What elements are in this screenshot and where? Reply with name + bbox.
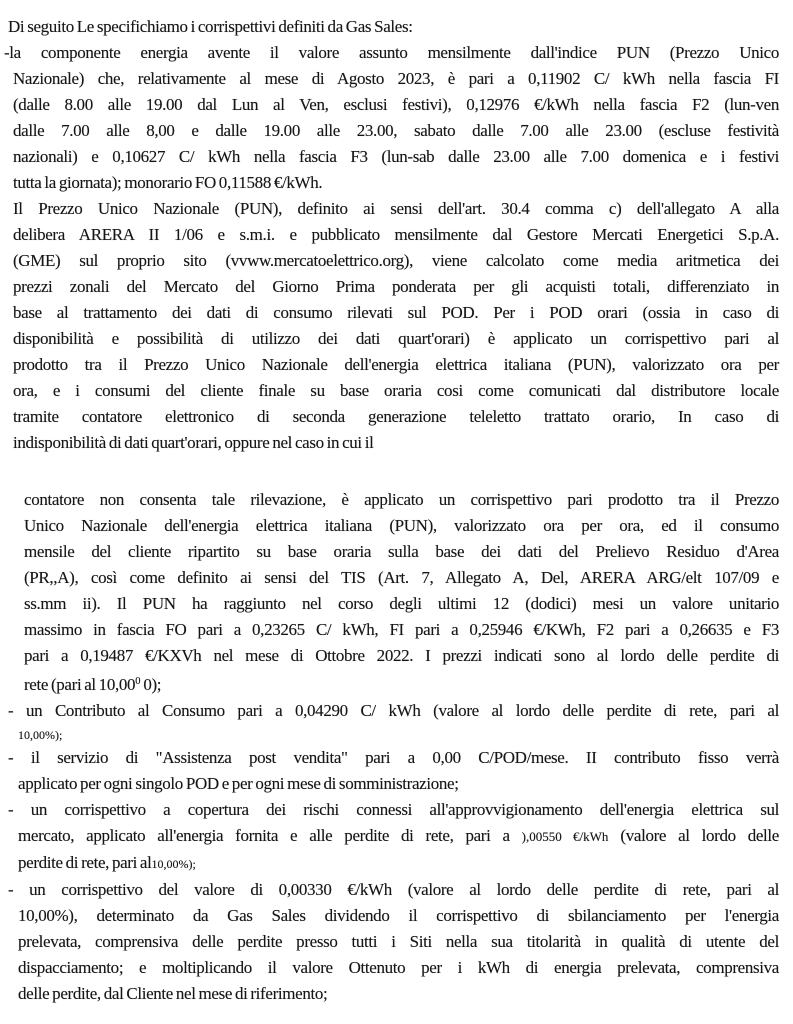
text-segment: delle perdite, dal Cliente nel mese di riferimento; [18,984,328,1003]
text-segment: Unico Nazionale dell'energia elettrica italiana (PUN), valorizzato ora per ora, ed il consumo [24,516,779,535]
text-line [13,66,779,92]
text-segment: mercato, applicato all'energia fornita e alle perdite di rete, pari a [18,826,522,845]
text-segment: tramite contatore elettronico di seconda generazione teleletto trattato orario, In caso di [13,407,779,426]
text-segment: - il servizio di "Assistenza post vendita" pari a 0,00 C/POD/mese. II contributo fisso verrà [8,748,779,767]
text-segment: delibera ARERA II 1/06 e s.m.i. e pubblicato mensilmente dal Gestore Mercati Energetici S.p.A. [13,225,779,244]
text-line [18,823,779,850]
text-line [13,378,779,404]
text-segment: (GME) sul proprio sito (vvww.mercatoelettrico.org), viene calcolato come media aritmetica dei [13,251,779,270]
text-line [8,698,779,724]
text-segment: pari a 0,19487 €/KXVh nel mese di Ottobre 2022. I prezzi indicati sono al lordo delle perdite di [24,646,779,665]
text-segment: prodotto tra il Prezzo Unico Nazionale dell'energia elettrica italiana (PUN), valorizzato ora per [13,355,779,374]
text-segment: mensile del cliente ripartito su base oraria sulla base dei dati del Prelievo Residuo d'Area [24,542,779,561]
text-segment: base al trattamento dei dati di consumo rilevati sul POD. Per i POD orari (ossia in caso di [13,303,779,322]
text-line [13,248,779,274]
text-line [24,617,779,643]
text-segment: - un corrispettivo a copertura dei rischi connessi all'approvvigionamento dell'energia elettrica sul [8,800,779,819]
text-segment: (PR,,A), così come definito ai sensi del TIS (Art. 7, Allegato A, Del, ARERA ARG/elt 107/09 e [24,568,779,587]
small-print-text: ),00550 €/kWh [521,829,609,844]
paragraph-gap [8,456,779,487]
text-segment: contatore non consenta tale rilevazione, è applicato un corrispettivo pari prodotto tra il Prezzo [24,490,779,509]
text-line [18,929,779,955]
text-line [8,877,779,903]
text-segment: Di seguito Le specifichiamo i corrispettivi definiti da Gas Sales: [8,17,413,36]
text-segment: applicato per ogni singolo POD e per ogni mese di somministrazione; [18,774,459,793]
text-line [24,591,779,617]
text-segment: Il Prezzo Unico Nazionale (PUN), definito ai sensi dell'art. 30.4 comma c) dell'allegato A alla [13,199,779,218]
text-line [24,643,779,669]
text-segment: -la componente energia avente il valore assunto mensilmente dall'indice PUN (Prezzo Unico [4,43,779,62]
text-segment: massimo in fascia FO pari a 0,23265 C/ kWh, FI pari a 0,25946 €/KWh, F2 pari a 0,26635 e F3 [24,620,779,639]
bullet-item [8,797,779,877]
text-segment: perdite di rete, pari al [18,853,152,872]
text-line [18,981,779,1007]
text-line [13,404,779,430]
bullet-item [8,745,779,797]
text-line [18,903,779,929]
paragraph [8,196,779,456]
text-line [13,222,779,248]
text-segment: disponibilità e possibilità di utilizzo dei dati quart'orari) è applicato un corrispettivo pari al [13,329,779,348]
text-line [8,14,779,40]
bullet-item [4,40,779,196]
text-line [13,118,779,144]
text-segment: (dalle 8.00 alle 19.00 dal Lun al Ven, esclusi festivi), 0,12976 €/kWh nella fascia F2 (lun-ven [13,95,779,114]
text-segment: Nazionale) che, relativamente al mese di Agosto 2023, è pari a 0,11902 C/ kWh nella fascia FI [13,69,779,88]
text-line [18,771,779,797]
text-line [24,513,779,539]
text-segment: - un Contributo al Consumo pari a 0,04290 C/ kWh (valore al lordo delle perdite di rete, pari al [8,701,779,720]
text-line [13,352,779,378]
text-segment: prelevata, comprensiva delle perdite presso tutti i Siti nella sua titolarità in qualità di utente del [18,932,779,951]
text-line [18,724,779,745]
text-line [8,797,779,823]
paragraph [8,487,779,698]
text-segment: indisponibilità di dati quart'orari, oppure nel caso in cui il [13,433,374,452]
text-segment: (valore al lordo delle [608,826,780,845]
superscript-text: 0 [135,676,141,687]
text-line [24,669,779,698]
text-line [4,40,779,66]
text-segment: rete (pari al 10,00 [24,675,136,694]
text-line [24,565,779,591]
text-segment: ora, e i consumi del cliente finale su base oraria cosi come comunicati dal distributore locale [13,381,779,400]
small-print-text: 10,00%); [151,857,196,871]
text-line [24,539,779,565]
text-line [18,955,779,981]
text-segment: ss.mm ii). Il PUN ha raggiunto nel corso degli ultimi 12 (dodici) mesi un valore unitario [24,594,779,613]
text-line [24,487,779,513]
text-line [13,196,779,222]
text-segment: dalle 7.00 alle 8,00 e dalle 19.00 alle 23.00, sabato dalle 7.00 alle 23.00 (escluse festività [13,121,779,140]
text-segment: prezzi zonali del Mercato del Giorno Prima ponderata per gli acquisti totali, differenziato in [13,277,779,296]
text-segment: 0); [140,675,162,694]
text-line [8,745,779,771]
text-segment: 10,00%), determinato da Gas Sales dividendo il corrispettivo di sbilanciamento per l'energia [18,906,779,925]
text-line [13,274,779,300]
paragraph [8,14,779,40]
text-segment: nazionali) e 0,10627 C/ kWh nella fascia F3 (lun-sab dalle 23.00 alle 7.00 domenica e i festivi [13,147,779,166]
text-segment: - un corrispettivo del valore di 0,00330 €/kWh (valore al lordo delle perdite di rete, pari al [8,880,779,899]
text-line [13,300,779,326]
text-line [13,92,779,118]
text-line [13,326,779,352]
bullet-item [8,877,779,1007]
text-line [13,430,779,456]
text-segment: dispacciamento; e moltiplicando il valore Ottenuto per i kWh di energia prelevata, comprensiva [18,958,779,977]
small-print-text: 10,00%); [18,728,63,742]
bullet-item [8,698,779,745]
text-segment: tutta la giornata); monorario FO 0,11588 €/kWh. [13,173,323,192]
text-line [13,170,779,196]
text-line [18,850,779,877]
text-line [13,144,779,170]
